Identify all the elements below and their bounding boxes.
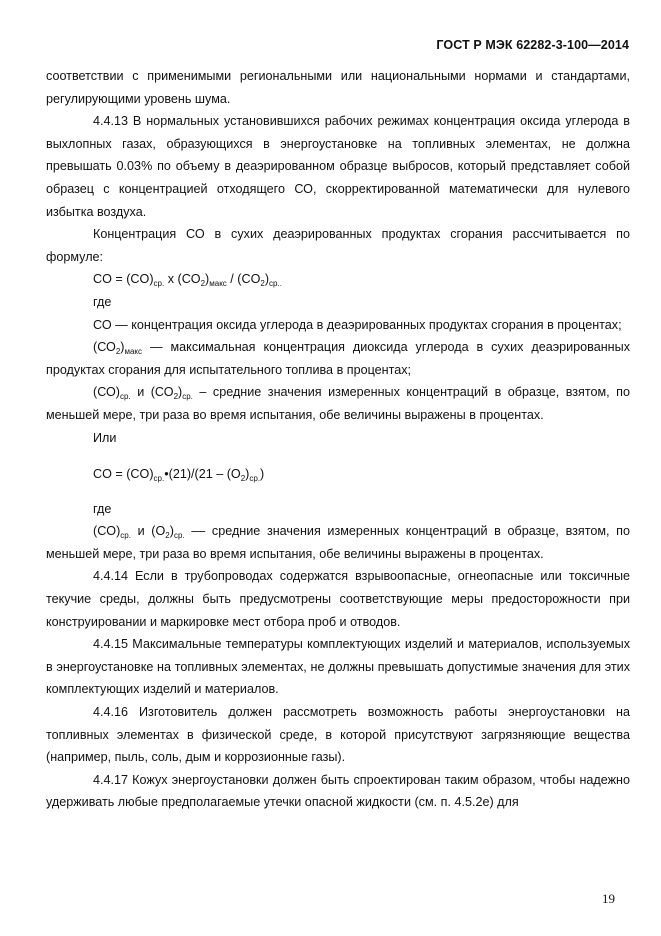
formula-co-oxygen: CO = $(CO)_{ср.}•(21)/(21 - (O_2)_{ср.})$ <box>93 467 265 484</box>
multiplication-dot-icon: • <box>164 467 169 482</box>
definition-averages-1: $(СО)_{ср.}$ и $(СО_2)_{ср.}$ – средние значения измеренных концентраций в образце, взятом, по меньшей мере, три раза во время испытания, обе величины выражены в процентах. <box>46 385 631 422</box>
clause-4-4-17: 4.4.17 Кожух энергоустановки должен быть спроектирован таким образом, чтобы надежно удерживать любые предполагаемые утечки опасной жидкости (см. п. 4.5.2е) для <box>46 772 630 810</box>
document-body <box>46 65 630 814</box>
formula-co-dry: CO = $(CO)_{ср.}$ x $(CO_2)_{макс} / (CO_2)_{ср..}$ <box>93 272 282 289</box>
or-label: Или <box>93 430 117 445</box>
where-label-1: где <box>93 294 112 309</box>
clause-4-4-14: 4.4.14 Если в трубопроводах содержатся взрывоопасные, огнеопасные или токсичные текучие среды, должны быть предусмотрены соответствующие меры предосторожности при конструировании и маркировке мест отбора проб и отводов. <box>46 569 630 629</box>
clause-4-4-16: 4.4.16 Изготовитель должен рассмотреть возможность работы энергоустановки на топливных элементах в физической среде, в которой присутствуют загрязняющие вещества (например, пыль, соль, дым и коррозионные газы). <box>46 705 630 765</box>
where-label-2: где <box>93 501 112 516</box>
document-header-code: ГОСТ Р МЭК 62282-3-100—2014 <box>436 38 629 52</box>
clause-4-4-13: 4.4.13 В нормальных установившихся рабочих режимах концентрация оксида углерода в выхлопных газах, образующихся в энергоустановке на топливных элементах, не должна превышать 0.03% по объему в деаэрированном образце выбросов, который представляет собой образец с концентрацией отходящего СО, скорректированной математически для нулевого избытка воздуха. <box>46 114 630 219</box>
page-number: 19 <box>602 891 615 906</box>
definition-co: СО — концентрация оксида углерода в деаэрированных продуктах сгорания в процентах; <box>93 317 622 332</box>
formula-intro: Концентрация СО в сухих деаэрированных продуктах сгорания рассчитывается по формуле: <box>46 227 630 264</box>
paragraph-noise-continuation: соответствии с применимыми региональными или национальными нормами и стандартами, регулирующими уровень шума. <box>46 69 630 106</box>
definition-co2-max: $(СО_2)_{макс}$ — максимальная концентрация диоксида углерода в сухих деаэрированных продуктах сгорания для испытательного топлива в процентах; <box>46 340 630 377</box>
definition-averages-2: $(CO)_{ср.}$ и $(O_2)_{ср.}$ –– средние значения измеренных концентраций в образце, взятом, по меньшей мере, три раза во время испытания, обе величины выражены в процентах. <box>46 524 630 561</box>
clause-4-4-15: 4.4.15 Максимальные температуры комплектующих изделий и материалов, используемых в энергоустановке на топливных элементах, не должны превышать допустимые значения для этих комплектующих изделий и материалов. <box>46 637 630 697</box>
